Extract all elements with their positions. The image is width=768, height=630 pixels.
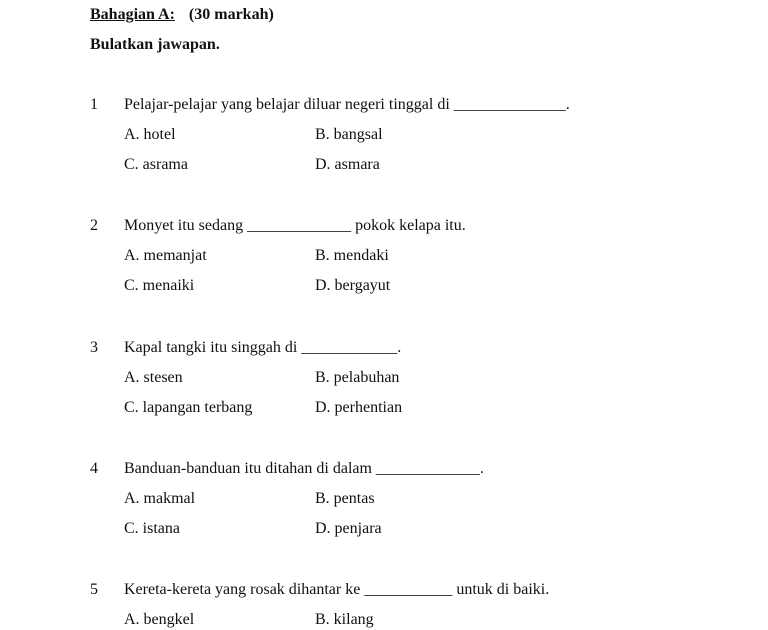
option-a[interactable]: A. hotel	[124, 126, 176, 143]
option-d[interactable]: D. bergayut	[315, 277, 391, 294]
option-d[interactable]: D. perhentian	[315, 399, 403, 416]
question-text: Kereta-kereta yang rosak dihantar ke ___________ untuk di baiki.	[124, 581, 550, 598]
option-b[interactable]: B. pentas	[315, 490, 375, 507]
option-a[interactable]: A. makmal	[124, 490, 196, 507]
section-title: Bahagian A:	[90, 6, 175, 23]
question-text: Banduan-banduan itu ditahan di dalam _____________.	[124, 460, 484, 477]
question-number: 3	[90, 339, 98, 356]
option-d[interactable]: D. penjara	[315, 520, 382, 537]
question-2	[0, 217, 768, 307]
question-4	[0, 460, 768, 550]
option-c[interactable]: C. menaiki	[124, 277, 195, 294]
question-3	[0, 339, 768, 429]
option-d[interactable]: D. asmara	[315, 156, 380, 173]
instruction-text: Bulatkan jawapan.	[90, 36, 220, 53]
question-text: Monyet itu sedang _____________ pokok kelapa itu.	[124, 217, 466, 234]
option-b[interactable]: B. pelabuhan	[315, 369, 400, 386]
question-5	[0, 581, 768, 630]
question-text: Pelajar-pelajar yang belajar diluar negeri tinggal di ______________.	[124, 96, 570, 113]
question-1	[0, 96, 768, 186]
option-b[interactable]: B. kilang	[315, 611, 374, 628]
section-header	[90, 6, 274, 24]
option-a[interactable]: A. bengkel	[124, 611, 195, 628]
option-a[interactable]: A. stesen	[124, 369, 183, 386]
option-a[interactable]: A. memanjat	[124, 247, 207, 264]
question-text: Kapal tangki itu singgah di ____________.	[124, 339, 402, 356]
option-b[interactable]: B. bangsal	[315, 126, 383, 143]
option-c[interactable]: C. asrama	[124, 156, 188, 173]
option-c[interactable]: C. lapangan terbang	[124, 399, 253, 416]
question-number: 1	[90, 96, 98, 113]
option-b[interactable]: B. mendaki	[315, 247, 389, 264]
section-marks: (30 markah)	[188, 6, 274, 23]
question-number: 2	[90, 217, 98, 234]
question-number: 4	[90, 460, 98, 477]
question-number: 5	[90, 581, 98, 598]
option-c[interactable]: C. istana	[124, 520, 180, 537]
